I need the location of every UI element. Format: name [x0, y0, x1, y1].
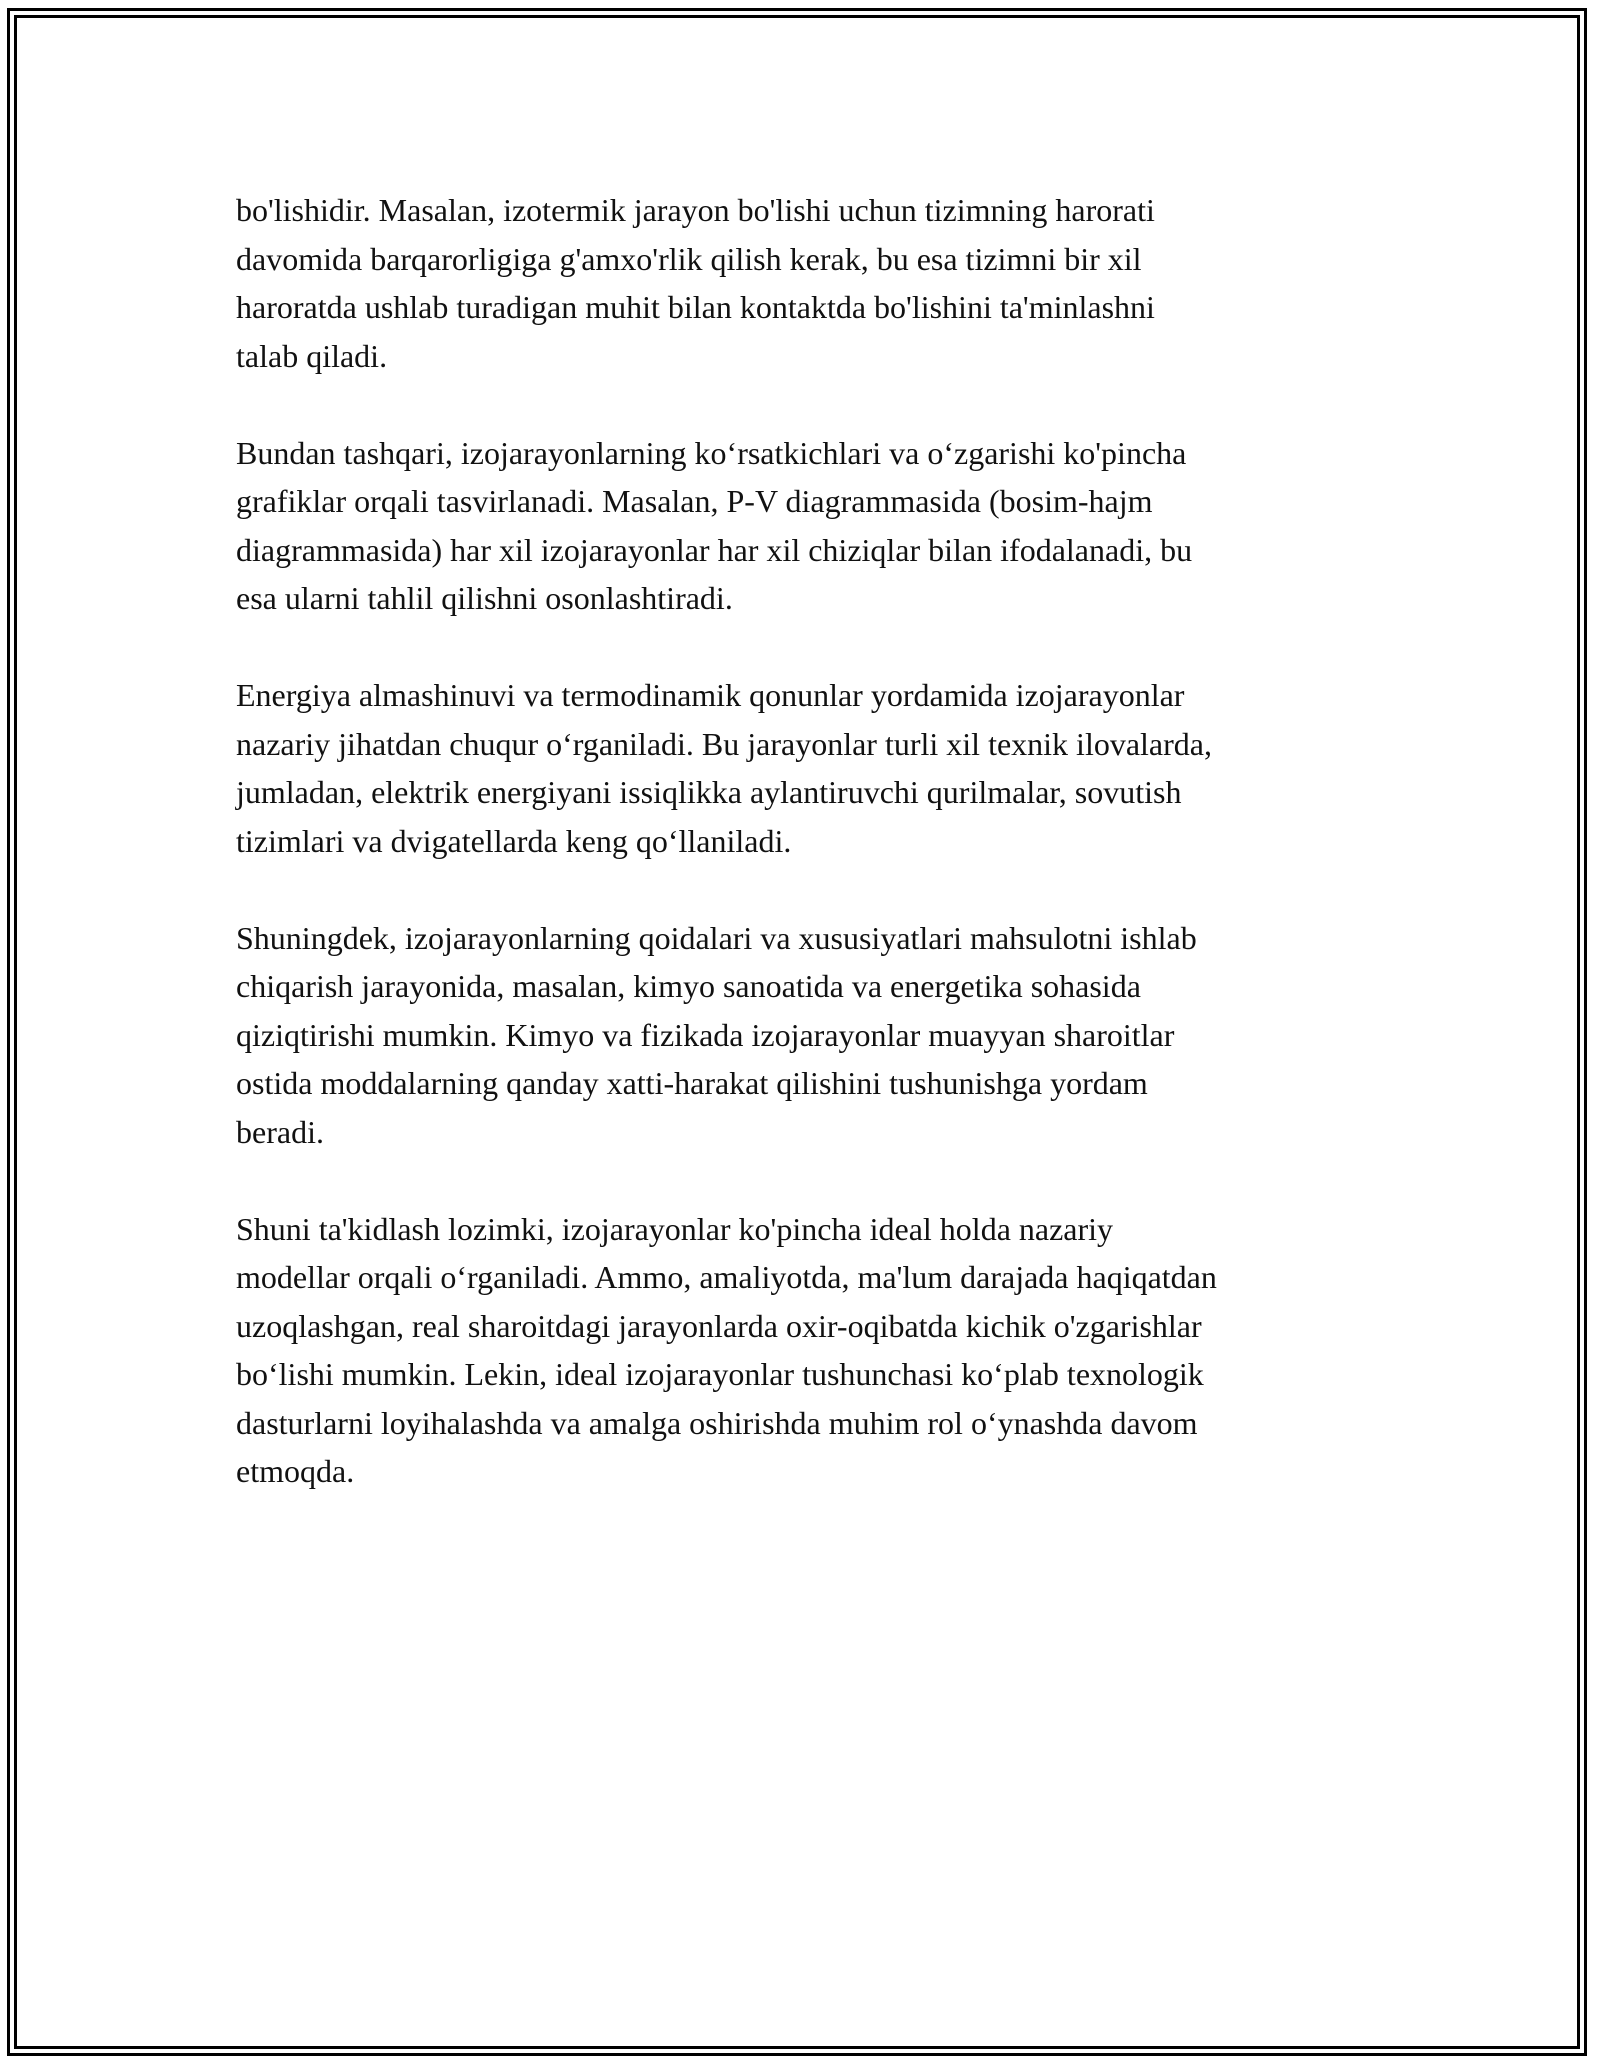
text-line: qiziqtirishi mumkin. Kimyo va fizikada izojarayonlar muayyan sharoitlar	[236, 1016, 1175, 1053]
text-line: talab qiladi.	[236, 337, 388, 374]
text-line: Energiya almashinuvi va termodinamik qonunlar yordamida izojarayonlar	[236, 677, 1185, 713]
paragraph-3	[236, 671, 1396, 865]
text-line: nazariy jihatdan chuqur o‘rganiladi. Bu jarayonlar turli xil texnik ilovalarda,	[236, 725, 1212, 762]
text-line: esa ularni tahlil qilishni osonlashtiradi.	[236, 580, 733, 616]
text-line: dasturlarni loyihalashda va amalga oshirishda muhim rol o‘ynashda davom	[236, 1404, 1198, 1441]
text-line: etmoqda.	[236, 1453, 355, 1489]
text-line: uzoqlashgan, real sharoitdagi jarayonlarda oxir-oqibatda kichik o'zgarishlar	[236, 1307, 1202, 1344]
text-line: tizimlari va dvigatellarda keng qo‘llaniladi.	[236, 822, 792, 859]
text-line: davomida barqarorligiga g'amxo'rlik qilish kerak, bu esa tizimni bir xil	[236, 240, 1142, 277]
text-line: Bundan tashqari, izojarayonlarning ko‘rsatkichlari va o‘zgarishi ko'pincha	[236, 434, 1187, 471]
paragraph-2	[236, 429, 1396, 623]
text-line: ostida moddalarning qanday xatti-harakat qilishini tushunishga yordam	[236, 1065, 1148, 1101]
document-body	[236, 186, 1396, 1544]
text-line: beradi.	[236, 1113, 324, 1150]
text-line: bo'lishidir. Masalan, izotermik jarayon bo'lishi uchun tizimning harorati	[236, 192, 1155, 228]
text-line: grafiklar orqali tasvirlanadi. Masalan, P-V diagrammasida (bosim-hajm	[236, 483, 1153, 519]
text-line: haroratda ushlab turadigan muhit bilan kontaktda bo'lishini ta'minlashni	[236, 289, 1155, 325]
paragraph-4	[236, 914, 1396, 1157]
text-line: diagrammasida) har xil izojarayonlar har xil chiziqlar bilan ifodalanadi, bu	[236, 531, 1193, 568]
text-line: chiqarish jarayonida, masalan, kimyo sanoatida va energetika sohasida	[236, 968, 1141, 1004]
text-line: modellar orqali o‘rganiladi. Ammo, amaliyotda, ma'lum darajada haqiqatdan	[236, 1259, 1217, 1295]
text-line: Shuni ta'kidlash lozimki, izojarayonlar ko'pincha ideal holda nazariy	[236, 1210, 1114, 1247]
text-line: Shuningdek, izojarayonlarning qoidalari va xususiyatlari mahsulotni ishlab	[236, 919, 1197, 956]
text-line: bo‘lishi mumkin. Lekin, ideal izojarayonlar tushunchasi ko‘plab texnologik	[236, 1356, 1204, 1392]
paragraph-5	[236, 1205, 1396, 1496]
paragraph-1	[236, 186, 1396, 380]
text-line: jumladan, elektrik energiyani issiqlikka aylantiruvchi qurilmalar, sovutish	[236, 774, 1182, 810]
